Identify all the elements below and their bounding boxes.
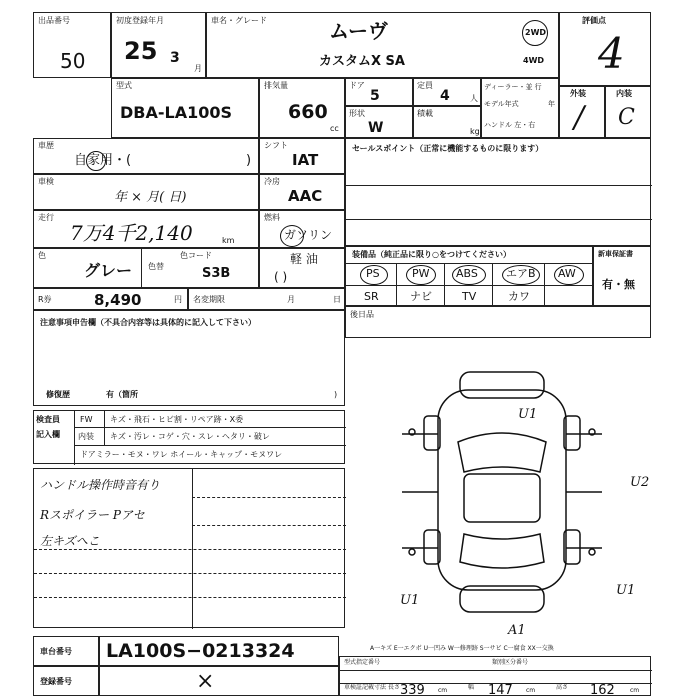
reg-label-cell [33, 666, 99, 696]
name-change-month: 月 [287, 295, 295, 304]
inspector-label-1: 検査員 [36, 415, 60, 424]
name-change-label: 名変期限 [193, 295, 225, 304]
shift-label: シフト [264, 141, 288, 150]
inspector-fw-text: キズ・飛石・ヒビ割・リペア跡・X委 [110, 415, 244, 424]
doors-cell [345, 78, 413, 106]
dealer-label: ディーラー・並 行 [484, 83, 542, 91]
reg-label: 登録番号 [40, 677, 72, 686]
name-change-cell [188, 288, 345, 310]
equip-navi: ナビ [410, 290, 432, 303]
doors-label: ドア [349, 81, 365, 90]
car-name-label: 車名・グレード [211, 16, 267, 25]
chassis-label-cell [33, 636, 99, 666]
chassis-value: LA100S−0213324 [106, 640, 295, 662]
damage-mark-rear-right: U1 [616, 583, 636, 598]
inspection-cell [33, 174, 259, 210]
shape-label: 形状 [349, 109, 365, 118]
equip-ps: PS [366, 267, 380, 280]
capacity-value: 4 [440, 88, 450, 104]
first-reg-year: 25 [124, 37, 158, 65]
displacement-label: 排気量 [264, 81, 288, 90]
color-code-value: S3B [202, 266, 231, 281]
handwritten-note-2: Rスポイラー Pアセ [40, 508, 145, 522]
recycle-cell [33, 288, 188, 310]
equip-abs: ABS [456, 267, 478, 280]
recycle-unit: 円 [174, 295, 182, 304]
notes-box [33, 310, 345, 406]
diesel-value: 軽 油 [290, 252, 318, 266]
inspector-interior: 内装 [78, 432, 94, 441]
aircon-cell [259, 174, 345, 210]
handwritten-note-1: ハンドル操作時音有り [40, 478, 161, 492]
handwritten-box [33, 468, 345, 628]
interior-grade: C [618, 105, 635, 130]
after-items-label: 後日品 [350, 310, 374, 319]
capacity-cell [413, 78, 481, 106]
reg-mark: × [196, 669, 215, 694]
exterior-label: 外装 [570, 89, 586, 98]
mileage-label: 走行 [38, 213, 54, 222]
lot-label: 出品番号 [38, 16, 70, 25]
length-unit: cm [438, 687, 448, 694]
inspection-value: 年 × 月( 日) [114, 190, 187, 205]
width-label: 幅 [468, 684, 475, 691]
hw-line [192, 525, 346, 526]
equip-tv: TV [462, 290, 477, 303]
model-label: 型式 [116, 81, 132, 90]
first-reg-month: 3 [170, 50, 180, 66]
score-cell [559, 12, 651, 86]
equip-pw-circle [406, 265, 436, 285]
width-unit: cm [526, 687, 536, 694]
height-label: 高さ [556, 684, 569, 691]
model-year-label: モデル年式 [484, 100, 519, 108]
equipment-label: 装備品（純正品に限り○をつけてください） [352, 250, 511, 259]
damage-mark-rear: A1 [508, 623, 526, 638]
repair-close: ) [334, 390, 338, 399]
load-cell [413, 106, 481, 138]
hw-line [192, 497, 346, 498]
reg-class-label: 型式指定番号 [344, 659, 381, 666]
mileage-cell [33, 210, 259, 248]
repair-value: 有（箇所 [106, 390, 138, 399]
equip-abs-circle [452, 265, 486, 285]
fuel-circle [280, 225, 304, 247]
warranty-label: 新車保証書 [598, 250, 633, 258]
equip-ps-circle [360, 265, 388, 285]
fuel-cell [259, 210, 345, 248]
drive-2wd-circle [522, 20, 548, 46]
repair-label: 修復歴 [46, 390, 70, 399]
handle-label: ハンドル 左・右 [484, 121, 536, 129]
height-value: 162 [590, 683, 615, 698]
equip-sr: SR [364, 290, 379, 303]
model-cell [111, 78, 259, 138]
fuel-paren: ( ) [274, 270, 288, 284]
name-change-day: 日 [333, 295, 341, 304]
length-label: 長さ [388, 684, 401, 691]
car-diagram [372, 362, 632, 632]
shape-cell [345, 106, 413, 138]
doors-value: 5 [370, 88, 380, 104]
aircon-value: AAC [288, 187, 323, 205]
sales-line [346, 185, 652, 186]
dim-line [340, 670, 652, 671]
aircon-label: 冷房 [264, 177, 280, 186]
equip-divider [444, 263, 445, 307]
chassis-label: 車台番号 [40, 647, 72, 656]
capacity-label: 定員 [417, 81, 433, 90]
shift-cell [259, 138, 345, 174]
inspector-line [74, 445, 346, 446]
score-value: 4 [598, 29, 625, 78]
warranty-value: 有・無 [602, 278, 635, 291]
month-unit: 月 [194, 64, 202, 73]
inspector-row3: ドアミラー・モヌ・ワレ ホイール・キャップ・モヌワレ [80, 450, 283, 459]
first-reg-cell [111, 12, 206, 78]
inspector-box [33, 410, 345, 464]
height-unit: cm [630, 687, 640, 694]
equipment-box [345, 246, 593, 306]
exterior-cell [559, 86, 605, 138]
color-value: グレー [84, 261, 133, 280]
fuel-value: ガソリン [284, 228, 333, 242]
color-code-label: 色コード [180, 251, 212, 260]
lot-number: 50 [60, 49, 86, 73]
warranty-box [593, 246, 651, 306]
car-name: ムーヴ [329, 19, 388, 43]
after-items-box [345, 306, 651, 338]
recycle-amount: 8,490 [94, 291, 142, 309]
hw-line [34, 549, 346, 550]
damage-mark-roof: U1 [518, 407, 538, 422]
inspector-line [74, 427, 346, 428]
sales-line [346, 219, 652, 220]
hw-line [34, 573, 346, 574]
load-label: 積載 [417, 109, 433, 118]
lot-cell [33, 12, 111, 78]
equip-airbag: エアB [506, 267, 536, 280]
mileage-unit: km [222, 236, 235, 245]
equip-divider [396, 263, 397, 307]
recycle-label: R券 [38, 295, 52, 304]
notes-label: 注意事項申告欄（不具合内容等は具体的に記入して下さい） [40, 318, 256, 327]
color-label: 色 [38, 251, 46, 260]
interior-cell [605, 86, 651, 138]
sales-point-box [345, 138, 651, 246]
equip-airbag-circle [502, 265, 540, 285]
usage-circle [86, 151, 106, 171]
exterior-grade: / [574, 100, 585, 135]
shift-value: IAT [292, 151, 319, 169]
color-divider [141, 248, 142, 288]
capacity-unit: 人 [470, 94, 478, 103]
load-unit: kg [470, 127, 480, 136]
equip-leather: カワ [508, 290, 530, 303]
damage-mark-right: U2 [630, 475, 650, 490]
equip-divider [492, 263, 493, 307]
width-value: 147 [488, 683, 513, 698]
inspector-interior-text: キズ・汚レ・コゲ・穴・スレ・ヘタリ・破レ [110, 432, 270, 441]
displacement-value: 660 [288, 101, 328, 123]
diesel-cell [259, 248, 345, 288]
chassis-value-cell [99, 636, 339, 666]
equip-pw: PW [412, 267, 430, 280]
equip-line [346, 285, 594, 286]
usage-close: ) [246, 153, 252, 168]
model-value: DBA-LA100S [120, 103, 232, 122]
drive-2wd: 2WD [525, 28, 547, 37]
inspector-fw: FW [80, 415, 93, 424]
dimension-box [339, 656, 651, 696]
usage-value: 自家用・( [74, 153, 132, 168]
dimension-label: 車検証記載寸法 [344, 684, 387, 691]
fuel-label: 燃料 [264, 213, 280, 222]
equip-aw: AW [558, 267, 576, 280]
interior-label: 内装 [616, 89, 632, 98]
handwritten-note-3: 左キズへこ [40, 534, 100, 548]
inspector-divider [104, 411, 105, 445]
usage-cell [33, 138, 259, 174]
damage-legend: A一キズ E一エクボ U一凹み W一修理跡 S一サビ C一腐食 XX一交換 [370, 645, 554, 652]
class-label: 類別区分番号 [492, 659, 529, 666]
inspection-label: 車検 [38, 177, 54, 186]
displacement-cell [259, 78, 345, 138]
inspector-label-2: 記入欄 [36, 430, 60, 439]
equip-line [346, 263, 594, 264]
inspector-divider [74, 411, 75, 465]
sales-point-label: セールスポイント（正常に機能するものに限ります） [352, 144, 544, 153]
color-change-label: 色替 [148, 262, 164, 271]
first-reg-label: 初度登録年月 [116, 16, 164, 25]
model-year-unit: 年 [548, 100, 555, 108]
hw-line [34, 597, 346, 598]
grade: カスタムX SA [319, 54, 405, 69]
length-value: 339 [400, 683, 425, 698]
shape-value: W [368, 120, 384, 136]
displacement-unit: cc [330, 124, 339, 133]
equip-aw-circle [554, 265, 584, 285]
mileage-value: 7万4千2,140 [70, 221, 193, 245]
damage-mark-rear-left: U1 [400, 593, 420, 608]
color-cell [33, 248, 259, 288]
car-name-cell [206, 12, 559, 78]
equip-divider [544, 263, 545, 307]
usage-label: 車歴 [38, 141, 54, 150]
drive-4wd: 4WD [523, 56, 545, 65]
dealer-cell [481, 78, 559, 138]
reg-value-cell [99, 666, 339, 696]
score-label: 評価点 [582, 16, 606, 25]
